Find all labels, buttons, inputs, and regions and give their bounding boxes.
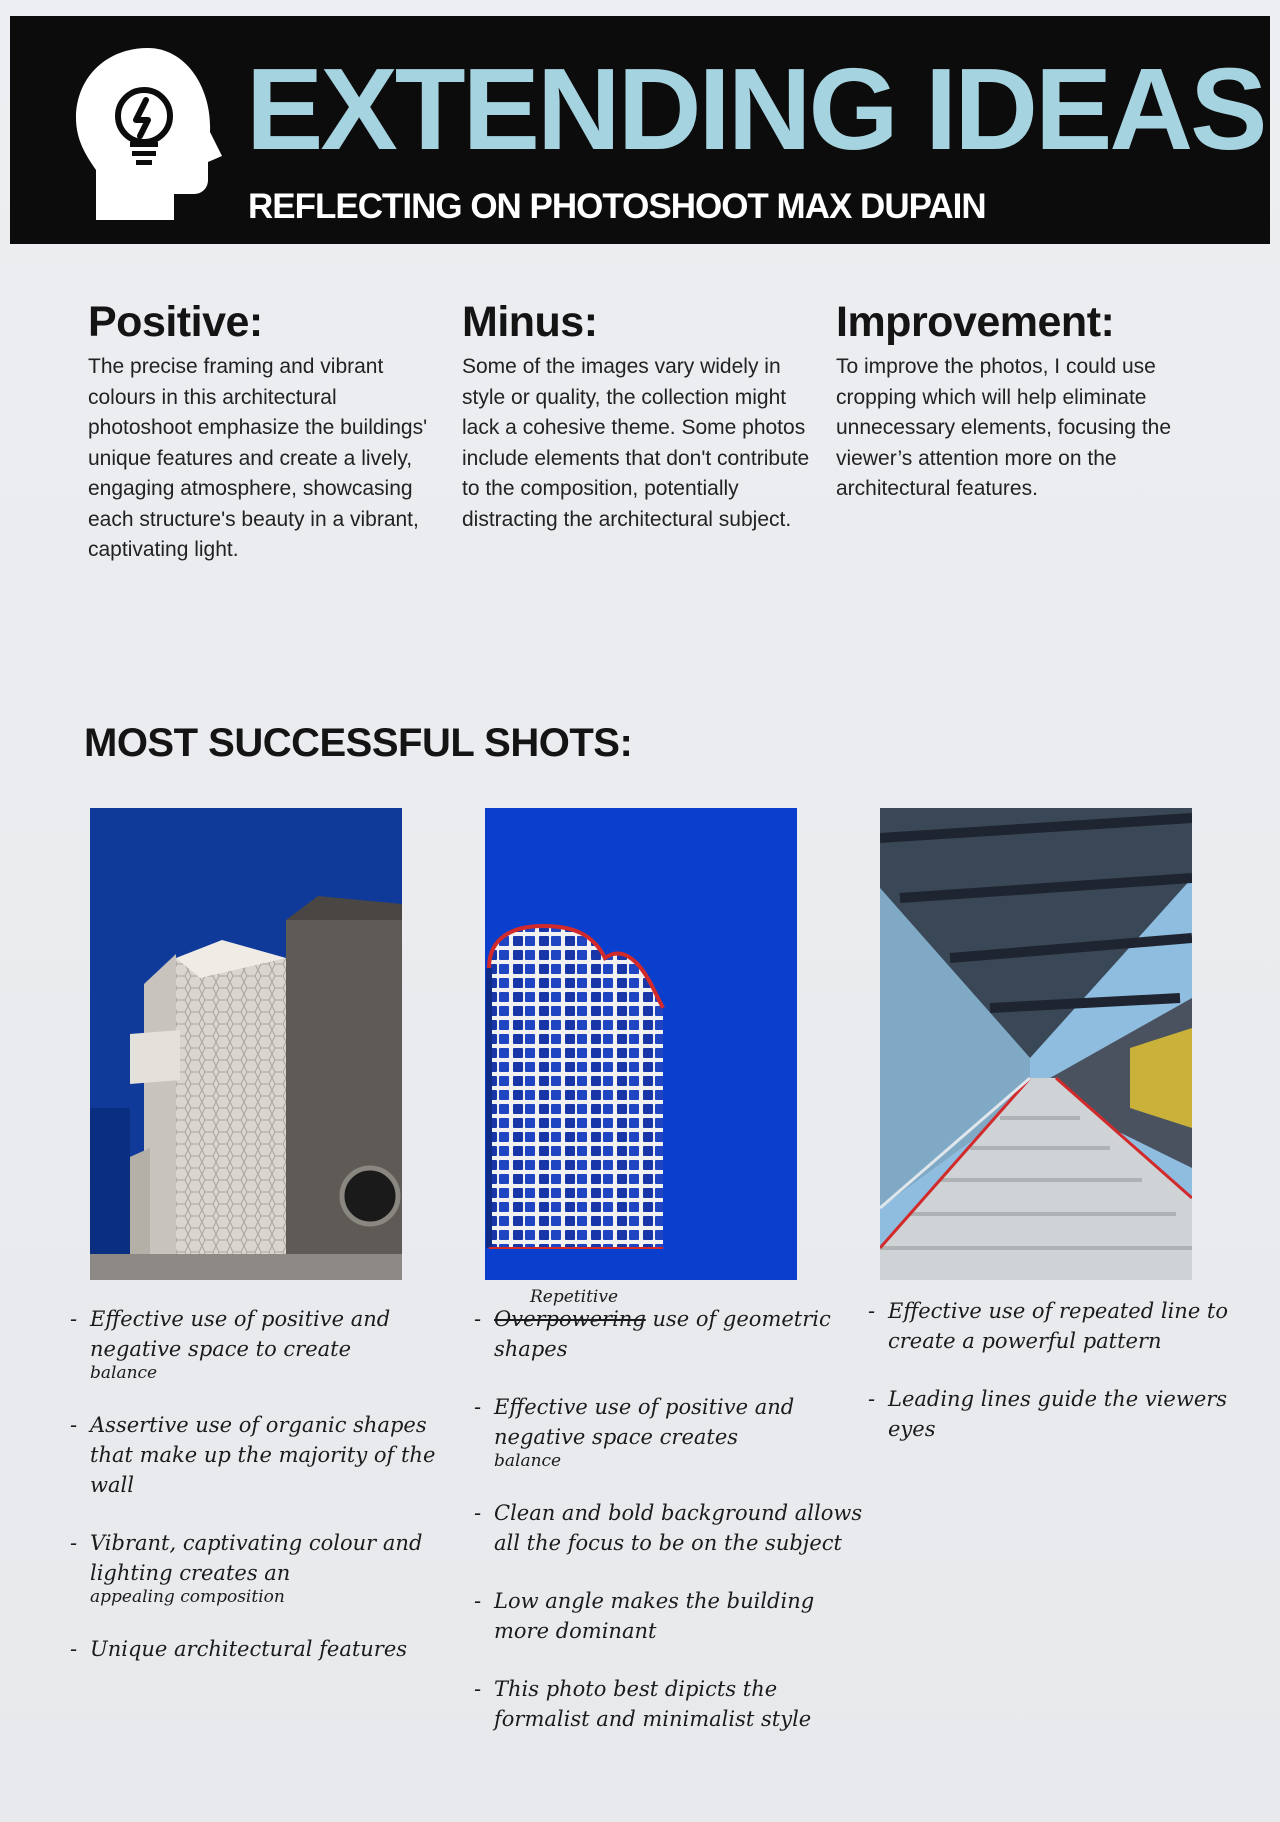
poster-title: EXTENDING IDEAS (246, 44, 1265, 174)
list-item: - Leading lines guide the viewers eyes (868, 1384, 1228, 1444)
photo-footbridge (880, 808, 1192, 1280)
shot2-notes (474, 1287, 864, 1762)
header-banner (10, 16, 1270, 244)
photo-building-facade (90, 808, 402, 1280)
positive-column (88, 296, 440, 566)
minus-text: Some of the images vary widely in style or quality, the collection might lack a cohesive theme. Some photos include elements that don't contribute to the composition, potentially distracting the architectural subject. (462, 355, 810, 531)
struck-word: Overpowering (494, 1307, 646, 1331)
section-title: MOST SUCCESSFUL SHOTS: (84, 721, 633, 765)
list-item: - This photo best dipicts the formalist and minimalist style (474, 1674, 864, 1734)
positive-heading: Positive: (88, 298, 263, 346)
list-item: - Unique architectural features (70, 1634, 460, 1664)
list-item: - Assertive use of organic shapes that make up the majority of the wall (70, 1410, 460, 1500)
handwritten-correction: - Repetitive (530, 1287, 619, 1307)
list-item: - Vibrant, captivating colour and lighting creates an appealing composition (70, 1528, 460, 1606)
list-item: - Clean and bold background allows all the focus to be on the subject (474, 1498, 864, 1558)
improvement-text: To improve the photos, I could use cropping which will help eliminate unnecessary elements, focusing the viewer’s attention more on the architectural features. (836, 355, 1172, 500)
shot1-notes (70, 1304, 460, 1692)
poster-subtitle: REFLECTING ON PHOTOSHOOT MAX DUPAIN (248, 187, 986, 226)
list-item: - Effective use of positive and negative space creates balance (474, 1392, 864, 1470)
shot3-notes (868, 1296, 1228, 1472)
photo-curved-tower (485, 808, 797, 1280)
list-item: - Repetitive Overpowering use of geometric shapes (474, 1304, 864, 1364)
head-lightbulb-icon (70, 44, 230, 222)
list-item: - Effective use of repeated line to create a powerful pattern (868, 1296, 1228, 1356)
list-item: - Effective use of positive and negative space to create balance (70, 1304, 460, 1382)
list-item: - Low angle makes the building more dominant (474, 1586, 864, 1646)
improvement-heading: Improvement: (836, 298, 1115, 346)
improvement-column (836, 296, 1188, 505)
minus-heading: Minus: (462, 298, 598, 346)
minus-column (462, 296, 814, 535)
positive-text: The precise framing and vibrant colours in this architectural photoshoot emphasize the buildings' unique features and create a lively, engaging atmosphere, showcasing each structure's beauty in a vibrant, captivating light. (88, 355, 428, 561)
